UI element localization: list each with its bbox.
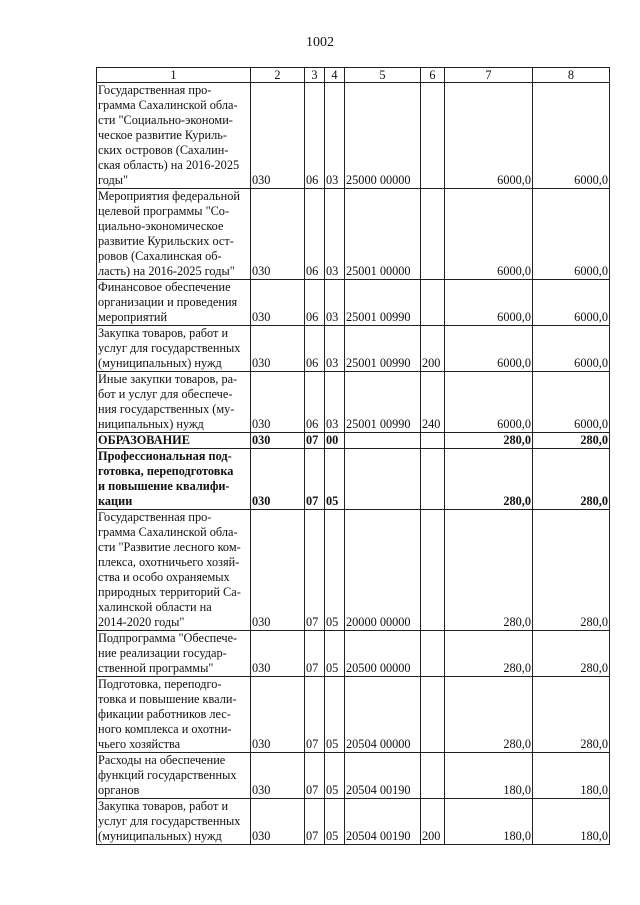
table-row (97, 326, 610, 372)
section-code: 06 (305, 83, 325, 189)
section-code: 06 (305, 326, 325, 372)
section-code: 07 (305, 677, 325, 753)
table-row (97, 753, 610, 799)
amount-col8: 280,0 (533, 677, 610, 753)
header-cell: 1 (97, 68, 251, 83)
expense-type-code (421, 510, 445, 631)
amount-col8: 6000,0 (533, 83, 610, 189)
subsection-code: 05 (325, 510, 345, 631)
ministry-code: 030 (251, 372, 305, 433)
target-article-code: 20000 00000 (345, 510, 421, 631)
amount-col8: 6000,0 (533, 326, 610, 372)
amount-col7: 280,0 (445, 510, 533, 631)
target-article-code: 25001 00990 (345, 280, 421, 326)
ministry-code: 030 (251, 753, 305, 799)
section-code: 07 (305, 799, 325, 845)
amount-col7: 280,0 (445, 631, 533, 677)
expense-type-code (421, 280, 445, 326)
header-cell: 5 (345, 68, 421, 83)
amount-col8: 180,0 (533, 753, 610, 799)
subsection-code: 03 (325, 372, 345, 433)
subsection-code: 05 (325, 753, 345, 799)
ministry-code: 030 (251, 433, 305, 449)
target-article-code (345, 449, 421, 510)
row-name: Мероприятия федеральной целевой программы "Со- циально-экономическое развитие Курильских ост- ровов (Сахалинская об- ласть) на 2016-2025 годы" (97, 189, 251, 280)
row-name: Закупка товаров, работ и услуг для государственных (муниципальных) нужд (97, 326, 251, 372)
amount-col8: 280,0 (533, 631, 610, 677)
expense-type-code: 240 (421, 372, 445, 433)
header-cell: 3 (305, 68, 325, 83)
amount-col8: 6000,0 (533, 372, 610, 433)
table-row (97, 799, 610, 845)
row-name: Подготовка, переподго- товка и повышение квали- фикации работников лес- ного комплекса и охотни- чьего хозяйства (97, 677, 251, 753)
amount-col8: 280,0 (533, 510, 610, 631)
expense-type-code (421, 631, 445, 677)
table-row (97, 449, 610, 510)
row-name: Профессиональная под- готовка, переподготовка и повышение квалифи- кации (97, 449, 251, 510)
amount-col7: 180,0 (445, 753, 533, 799)
section-code: 07 (305, 510, 325, 631)
subsection-code: 03 (325, 280, 345, 326)
ministry-code: 030 (251, 449, 305, 510)
amount-col7: 280,0 (445, 677, 533, 753)
target-article-code (345, 433, 421, 449)
amount-col7: 280,0 (445, 433, 533, 449)
table-row (97, 677, 610, 753)
ministry-code: 030 (251, 631, 305, 677)
table-row (97, 189, 610, 280)
table-row (97, 280, 610, 326)
amount-col7: 280,0 (445, 449, 533, 510)
ministry-code: 030 (251, 280, 305, 326)
target-article-code: 20500 00000 (345, 631, 421, 677)
header-cell: 6 (421, 68, 445, 83)
row-name: Государственная про- грамма Сахалинской обла- сти "Социально-экономи- ческое развитие Куриль- ских островов (Сахалин- ская область) на 2016-2025 годы" (97, 83, 251, 189)
section-code: 06 (305, 280, 325, 326)
amount-col8: 280,0 (533, 433, 610, 449)
target-article-code: 25001 00990 (345, 326, 421, 372)
target-article-code: 20504 00000 (345, 677, 421, 753)
amount-col7: 180,0 (445, 799, 533, 845)
header-cell: 7 (445, 68, 533, 83)
ministry-code: 030 (251, 189, 305, 280)
target-article-code: 25001 00990 (345, 372, 421, 433)
row-name: Финансовое обеспечение организации и проведения мероприятий (97, 280, 251, 326)
expense-type-code (421, 189, 445, 280)
expense-type-code (421, 753, 445, 799)
table-header-row (97, 68, 610, 83)
page-number: 1002 (306, 35, 334, 50)
expense-type-code (421, 433, 445, 449)
section-code: 06 (305, 372, 325, 433)
amount-col8: 6000,0 (533, 189, 610, 280)
expense-type-code (421, 677, 445, 753)
section-code: 07 (305, 631, 325, 677)
table-row (97, 83, 610, 189)
target-article-code: 25001 00000 (345, 189, 421, 280)
expense-type-code: 200 (421, 799, 445, 845)
row-name: ОБРАЗОВАНИЕ (97, 433, 251, 449)
header-cell: 2 (251, 68, 305, 83)
subsection-code: 00 (325, 433, 345, 449)
expense-type-code (421, 83, 445, 189)
section-code: 07 (305, 753, 325, 799)
subsection-code: 03 (325, 189, 345, 280)
amount-col7: 6000,0 (445, 83, 533, 189)
expense-type-code: 200 (421, 326, 445, 372)
table-row (97, 372, 610, 433)
budget-table (96, 67, 610, 845)
row-name: Закупка товаров, работ и услуг для государственных (муниципальных) нужд (97, 799, 251, 845)
amount-col8: 6000,0 (533, 280, 610, 326)
subsection-code: 03 (325, 83, 345, 189)
expense-type-code (421, 449, 445, 510)
table-row (97, 433, 610, 449)
subsection-code: 03 (325, 326, 345, 372)
section-code: 06 (305, 189, 325, 280)
table-row (97, 510, 610, 631)
table-row (97, 631, 610, 677)
ministry-code: 030 (251, 799, 305, 845)
subsection-code: 05 (325, 799, 345, 845)
amount-col7: 6000,0 (445, 280, 533, 326)
subsection-code: 05 (325, 631, 345, 677)
amount-col8: 180,0 (533, 799, 610, 845)
header-cell: 4 (325, 68, 345, 83)
amount-col7: 6000,0 (445, 189, 533, 280)
target-article-code: 20504 00190 (345, 799, 421, 845)
section-code: 07 (305, 449, 325, 510)
target-article-code: 25000 00000 (345, 83, 421, 189)
ministry-code: 030 (251, 326, 305, 372)
ministry-code: 030 (251, 677, 305, 753)
amount-col7: 6000,0 (445, 326, 533, 372)
amount-col8: 280,0 (533, 449, 610, 510)
amount-col7: 6000,0 (445, 372, 533, 433)
target-article-code: 20504 00190 (345, 753, 421, 799)
row-name: Подпрограмма "Обеспече- ние реализации государ- ственной программы" (97, 631, 251, 677)
row-name: Иные закупки товаров, ра- бот и услуг для обеспече- ния государственных (му- ниципальных) нужд (97, 372, 251, 433)
subsection-code: 05 (325, 677, 345, 753)
ministry-code: 030 (251, 83, 305, 189)
header-cell: 8 (533, 68, 610, 83)
subsection-code: 05 (325, 449, 345, 510)
section-code: 07 (305, 433, 325, 449)
row-name: Государственная про- грамма Сахалинской обла- сти "Развитие лесного ком- плекса, охотничьего хозяй- ства и особо охраняемых природных территорий Са- халинской области на 2014-2020 годы" (97, 510, 251, 631)
row-name: Расходы на обеспечение функций государственных органов (97, 753, 251, 799)
ministry-code: 030 (251, 510, 305, 631)
